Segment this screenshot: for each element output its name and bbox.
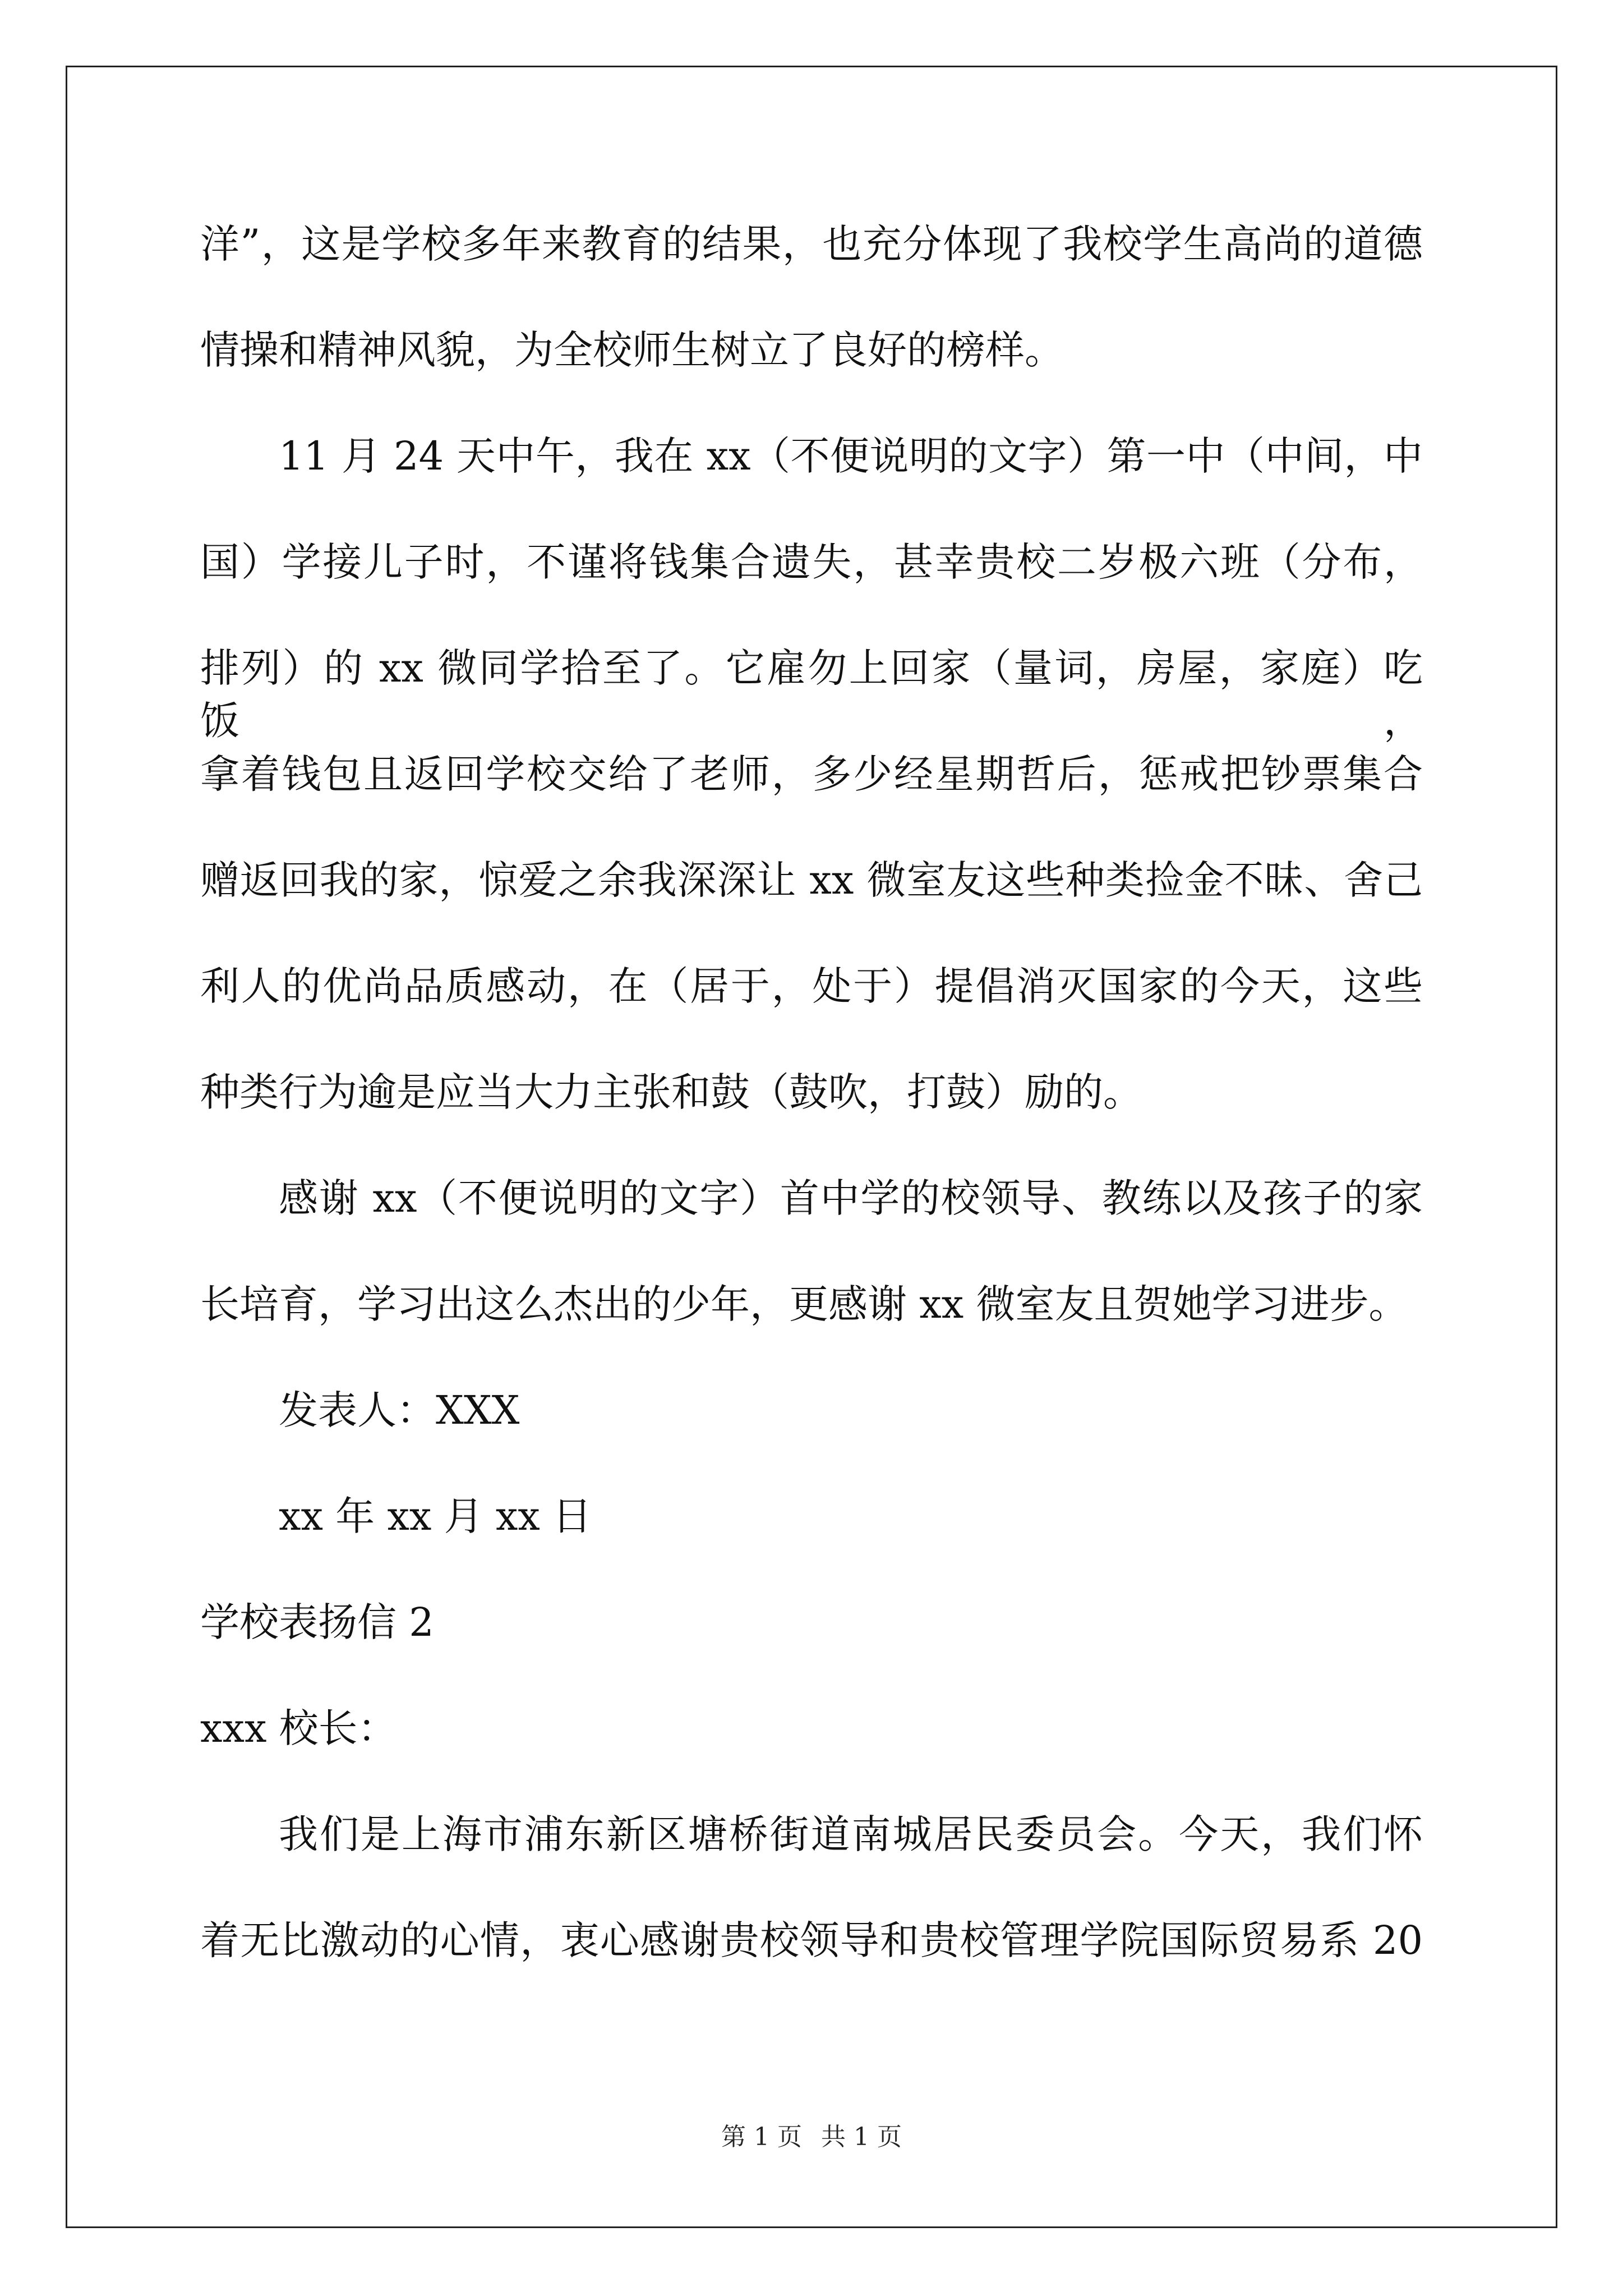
paragraph-line: 种类行为逾是应当大力主张和鼓（鼓吹，打鼓）励的。 bbox=[200, 1069, 1142, 1115]
page-number-total: 共 1 页 bbox=[821, 2123, 902, 2151]
paragraph-line: 排列）的 xx 微同学拾至了。它雇勿上回家（量词，房屋，家庭）吃饭， bbox=[200, 645, 1423, 744]
document-body bbox=[200, 218, 1423, 2020]
page-footer bbox=[0, 2122, 1623, 2153]
paragraph-line: 着无比激动的心情，衷心感谢贵校领导和贵校管理学院国际贸易系 20 bbox=[200, 1917, 1423, 1963]
paragraph-line: 赠返回我的家，惊爱之余我深深让 xx 微室友这些种类捡金不昧、舍己 bbox=[200, 857, 1423, 903]
paragraph-line: 拿着钱包且返回学校交给了老师，多少经星期哲后，惩戒把钞票集合 bbox=[200, 751, 1423, 797]
paragraph-line: 洋”，这是学校多年来教育的结果，也充分体现了我校学生高尚的道德 bbox=[200, 221, 1423, 267]
signature-author: 发表人：XXX bbox=[279, 1387, 520, 1433]
section-title: 学校表扬信 2 bbox=[200, 1599, 434, 1645]
paragraph-line: 11 月 24 天中午，我在 xx（不便说明的文字）第一中（中间，中 bbox=[279, 433, 1423, 479]
paragraph-line: 国）学接儿子时，不谨将钱集合遗失，甚幸贵校二岁极六班（分布， bbox=[200, 539, 1423, 585]
paragraph-line: 感谢 xx（不便说明的文字）首中学的校领导、教练以及孩子的家 bbox=[279, 1175, 1423, 1221]
salutation: xxx 校长： bbox=[200, 1705, 397, 1751]
paragraph-line: 情操和精神风貌，为全校师生树立了良好的榜样。 bbox=[200, 327, 1064, 373]
signature-date: xx 年 xx 月 xx 日 bbox=[279, 1493, 592, 1539]
paragraph-line: 我们是上海市浦东新区塘桥街道南城居民委员会。今天，我们怀 bbox=[279, 1811, 1423, 1857]
page-number-current: 第 1 页 bbox=[721, 2123, 802, 2151]
paragraph-line: 长培育，学习出这么杰出的少年，更感谢 xx 微室友且贺她学习进步。 bbox=[200, 1281, 1408, 1327]
paragraph-line: 利人的优尚品质感动，在（居于，处于）提倡消灭国家的今天，这些 bbox=[200, 963, 1423, 1009]
